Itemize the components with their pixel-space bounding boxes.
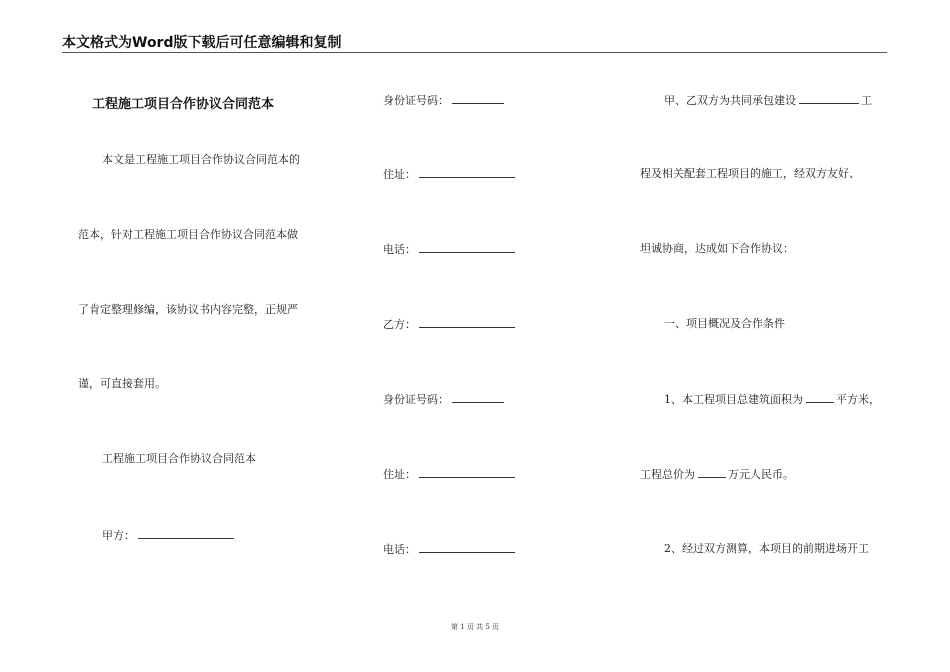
paragraph-line (664, 93, 872, 108)
party-b-blank (419, 317, 515, 328)
text-fragment: 甲、乙双方为共同承包建设 (664, 94, 796, 107)
price-blank (698, 467, 726, 478)
document-title: 工程施工项目合作协议合同范本 (92, 97, 275, 112)
phone-label: 电话： (383, 243, 416, 256)
address-field-b (383, 467, 515, 482)
paragraph-line: 坦诚协商，达成如下合作协议： (640, 242, 794, 255)
paragraph-line: 本文是工程施工项目合作协议合同范本的 (102, 153, 300, 166)
paragraph-line: 了肯定整理修编，该协议书内容完整，正规严 (78, 303, 298, 316)
party-b-label: 乙方： (383, 318, 416, 331)
paragraph-line (664, 392, 880, 407)
text-fragment: 工程总价为 (640, 468, 695, 481)
id-number-blank-b (452, 392, 504, 403)
document-header: 本文格式为Word版下载后可任意编辑和复制 (62, 35, 342, 51)
id-number-blank (452, 93, 504, 104)
area-blank (806, 392, 834, 403)
address-label-b: 住址： (383, 468, 416, 481)
address-field (383, 167, 515, 182)
section-heading: 一、项目概况及合作条件 (664, 317, 785, 330)
paragraph-line: 范本，针对工程施工项目合作协议合同范本做 (78, 228, 298, 241)
phone-field-b (383, 542, 515, 557)
address-blank (419, 167, 515, 178)
party-a-blank (138, 528, 234, 539)
text-fragment: 平方米， (836, 393, 880, 406)
text-fragment: 万元人民币。 (728, 468, 794, 481)
project-name-blank (799, 93, 859, 104)
party-a-label: 甲方： (102, 529, 135, 542)
page-footer: 第 1 页 共 5 页 (450, 623, 500, 631)
text-fragment: 1、本工程项目总建筑面积为 (664, 393, 803, 406)
phone-field (383, 242, 515, 257)
paragraph-line: 2、经过双方测算，本项目的前期进场开工 (664, 542, 869, 555)
phone-label-b: 电话： (383, 543, 416, 556)
id-number-label: 身份证号码： (383, 94, 449, 107)
party-a-field (102, 528, 234, 543)
id-number-field (383, 93, 504, 108)
id-number-field-b (383, 392, 504, 407)
paragraph-line (640, 467, 794, 482)
address-blank-b (419, 467, 515, 478)
id-number-label-b: 身份证号码： (383, 393, 449, 406)
phone-blank (419, 242, 515, 253)
paragraph-line: 程及相关配套工程项目的施工，经双方友好、 (640, 167, 860, 180)
contract-subtitle: 工程施工项目合作协议合同范本 (102, 452, 256, 465)
paragraph-line: 谨，可直接套用。 (78, 377, 166, 390)
party-b-field (383, 317, 515, 332)
address-label: 住址： (383, 168, 416, 181)
text-fragment: 工 (861, 94, 872, 107)
header-divider (62, 52, 887, 53)
phone-blank-b (419, 542, 515, 553)
